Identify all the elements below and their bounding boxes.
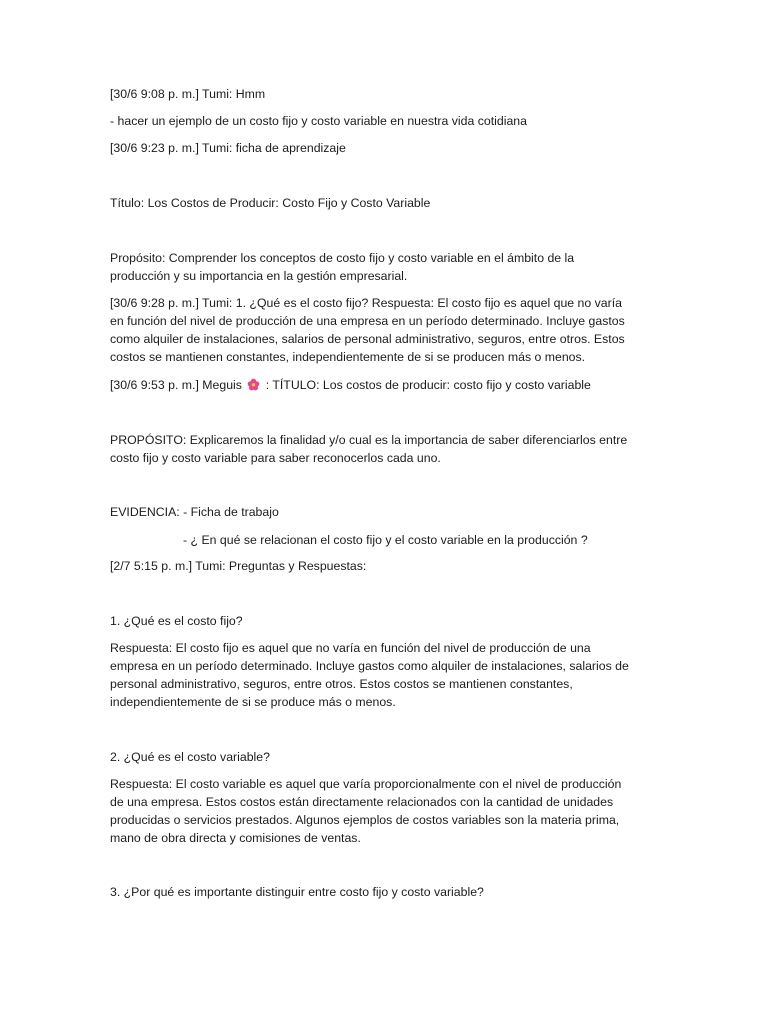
message-meguis-suffix: : TÍTULO: Los costos de producir: costo fijo y costo variable [265, 378, 591, 392]
answer-line: personal administrativo, seguros, entre otros. Estos costos se mantienen constantes, [110, 677, 573, 691]
message-line: [30/6 9:28 p. m.] Tumi: 1. ¿Qué es el costo fijo? Respuesta: El costo fijo es aquel que no varía [110, 296, 622, 310]
purpose-line: costo fijo y costo variable para saber reconocerlos cada uno. [110, 451, 441, 465]
answer-line: independientemente de si se produce más o menos. [110, 695, 396, 709]
question-1: 1. ¿Qué es el costo fijo? [110, 614, 243, 628]
answer-line: mano de obra directa y comisiones de ventas. [110, 831, 361, 845]
question-3: 3. ¿Por qué es importante distinguir entre costo fijo y costo variable? [110, 885, 484, 899]
message-tumi-hmm: [30/6 9:08 p. m.] Tumi: Hmm [110, 87, 266, 101]
answer-line: empresa en un período determinado. Incluye gastos como alquiler de instalaciones, salarios de [110, 659, 629, 673]
message-line: en función del nivel de producción de una empresa en un período determinado. Incluye gastos [110, 314, 625, 328]
evidence-line: EVIDENCIA: - Ficha de trabajo [110, 505, 279, 519]
question-2: 2. ¿Qué es el costo variable? [110, 750, 270, 764]
answer-line: Respuesta: El costo fijo es aquel que no varía en función del nivel de producción de una [110, 641, 591, 655]
answer-line: Respuesta: El costo variable es aquel que varía proporcionalmente con el nivel de producción [110, 777, 622, 791]
message-meguis-title [110, 376, 660, 394]
message-line: costos se mantienen constantes, independientemente de si se producen más o menos. [110, 350, 586, 364]
answer-1 [110, 639, 660, 711]
message-meguis-prefix: [30/6 9:53 p. m.] Meguis [110, 378, 242, 392]
message-tumi-item: - hacer un ejemplo de un costo fijo y costo variable en nuestra vida cotidiana [110, 114, 527, 128]
message-tumi-questions: [2/7 5:15 p. m.] Tumi: Preguntas y Respuestas: [110, 559, 367, 573]
answer-2 [110, 775, 660, 847]
message-tumi-ficha: [30/6 9:23 p. m.] Tumi: ficha de aprendizaje [110, 141, 346, 155]
purpose-line: producción y su importancia en la gestión empresarial. [110, 269, 408, 283]
message-tumi-fixed-cost [110, 294, 660, 366]
purpose-line: PROPÓSITO: Explicaremos la finalidad y/o cual es la importancia de saber diferenciarlos entre [110, 433, 628, 447]
answer-line: producidas o servicios prestados. Algunos ejemplos de costos variables son la materia prima, [110, 813, 620, 827]
answer-line: de una empresa. Estos costos están directamente relacionados con la cantidad de unidades [110, 795, 614, 809]
document-title: Título: Los Costos de Producir: Costo Fijo y Costo Variable [110, 196, 431, 210]
purpose-line: Propósito: Comprender los conceptos de costo fijo y costo variable en el ámbito de la [110, 251, 575, 265]
message-line: como alquiler de instalaciones, salarios de personal administrativo, seguros, entre otros. Estos [110, 332, 625, 346]
purpose-explanation-paragraph [110, 431, 660, 467]
flower-emoji-icon [247, 378, 260, 391]
purpose-paragraph [110, 249, 660, 285]
evidence-item: - ¿ En qué se relacionan el costo fijo y el costo variable en la producción ? [183, 533, 588, 547]
